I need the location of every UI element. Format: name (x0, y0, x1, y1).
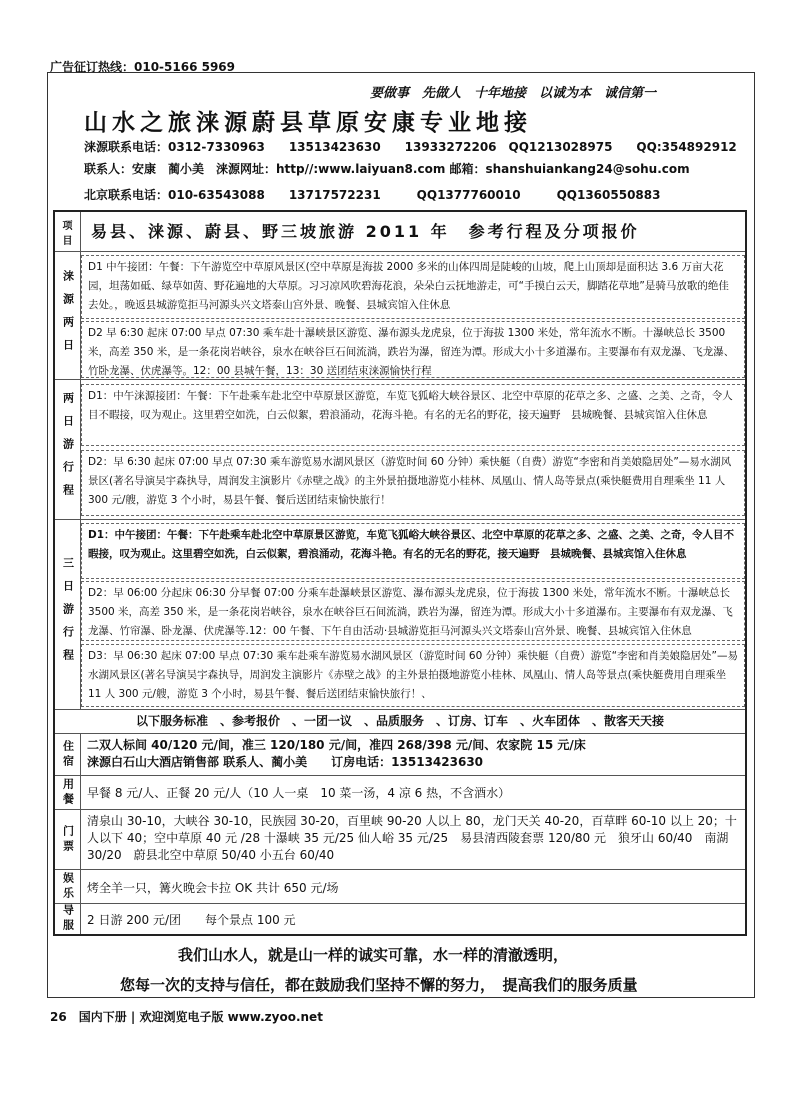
contact-laiyuan: 涞源联系电话：0312-7330963 13513423630 13933272206 QQ1213028975 QQ:354892912 (84, 140, 737, 154)
section-three-day-tour (55, 520, 745, 710)
row-meals (55, 776, 745, 810)
page-footer: 26 国内下册 | 欢迎浏览电子版 www.zyoo.net (50, 1010, 323, 1024)
slogan: 要做事 先做人 十年地接 以诚为本 诚信第一 (370, 86, 657, 101)
itinerary-table (53, 210, 747, 936)
list-item: D1 中午接团：午餐：下午游览空中草原风景区(空中草原是海拔 2000 多米的山体四周是陡峻的山坡，爬上山顶却是面积达 3.6 万亩大花园，坦荡如砥、绿草如茵、野花遍地的大草原。习习凉风吹碧海花浪，朵朵白云抚地游走，可“手摸白云天，脚踏花草地”是骑马放歌的绝佳去处。，晚返县城游览拒马河源头兴文塔泰山宫外景、晚餐、县城宾馆入住休息 (81, 255, 745, 319)
page-title: 山水之旅涞源蔚县草原安康专业地接 (84, 110, 532, 136)
row-tickets (55, 810, 745, 870)
service-line: 以下服务标准 、参考报价 、一团一议 、品质服务 、订房、订车 、火车团体 、散客天天接 (135, 714, 664, 728)
row-label: 用餐 (61, 777, 75, 808)
lodging-contact: 涞源白石山大酒店销售部 联系人、蔺小美 订房电话：13513423630 (87, 755, 484, 769)
guide-price: 2 日游 200 元/团 每个景点 100 元 (87, 913, 296, 927)
contact-beijing: 北京联系电话：010-63543088 13717572231 QQ1377760010 QQ1360550883 (84, 188, 661, 202)
list-item: D1：中午涞源接团：午餐：下午赴乘车赴北空中草原景区游览，车览飞狐峪大峡谷景区、北空中草原的花草之多、之盛、之美、之奇，令人目不暇接，叹为观止。这里碧空如洗，白云似絮，碧浪涌动，花海斗艳。有名的无名的野花，接天遍野 县城晚餐、县城宾馆入住休息 (81, 384, 745, 446)
section-label: 两日游行程 (61, 392, 75, 507)
row-lodging (55, 734, 745, 776)
lodging-price: 二双人标间 40/120 元/间，准三 120/180 元/间，准四 268/398 元/间、农家院 15 元/床 (87, 738, 586, 752)
row-label: 娱乐 (61, 871, 75, 902)
section-label: 三日游行程 (61, 557, 75, 672)
footer-line-2: 您每一次的支持与信任，都在鼓励我们坚持不懈的努力， 提高我们的服务质量 (120, 976, 638, 994)
ad-hotline: 广告征订热线：010-5166 5969 (50, 60, 236, 74)
table-title: 易县、涞源、蔚县、野三坡旅游 2011 年 参考行程及分项报价 (91, 222, 640, 241)
entertainment-price: 烤全羊一只，篝火晚会卡拉 OK 共计 650 元/场 (87, 881, 339, 895)
tickets-price: 清泉山 30-10，大峡谷 30-10，民族园 30-20，百里峡 90-20 人以上 80，龙门天关 40-20，百草畔 60-10 以上 20；十人以下 40；空中草原 40 元 /28 十瀑峡 35 元/25 仙人峪 35 元/25 易县清西陵套票 120/80 元 狼牙山 60/40 南湖 30/20 蔚县北空中草原 50/40 小五台 60/40 (87, 814, 737, 862)
contact-person: 联系人：安康 蔺小美 涞源网址：http//:www.laiyuan8.com 邮箱：shanshuiankang24@sohu.com (84, 162, 690, 176)
list-item: D3：早 06:30 起床 07:00 早点 07:30 乘车赴乘车游览易水湖风景区（游览时间 60 分钟）乘快艇（自费）游览“李密和肖美娘隐居处”—易水湖风景区(著名导演吴宇森执导，周润发主演影片《赤壁之战》的主外景拍摄地游览小桂林、凤凰山、情人岛等景点(乘快艇费用自理乘坐 11 人 300 元/艘，游览 3 个小时，易县午餐、餐后送团结束愉快旅行！、 (81, 644, 745, 707)
row-label: 门票 (61, 824, 75, 855)
section-label: 涞源两日 (61, 269, 75, 362)
section-two-day-tour (55, 380, 745, 520)
row-label: 住宿 (61, 739, 75, 770)
header-label-cell (55, 212, 81, 251)
list-item: D2：早 6:30 起床 07:00 早点 07:30 乘车游览易水湖风景区（游览时间 60 分钟）乘快艇（自费）游览“李密和肖美娘隐居处”—易水湖风景区(著名导演吴宇森执导，周润发主演影片《赤壁之战》的主外景拍摄地游览小桂林、凤凰山、情人岛等景点(乘快艇费用自理乘坐 11 人 300 元/艘，游览 3 个小时，易县午餐、餐后送团结束愉快旅行！ (81, 450, 745, 516)
meals-price: 早餐 8 元/人、正餐 20 元/人（10 人一桌 10 菜一汤，4 凉 6 热，不含酒水） (87, 786, 511, 800)
list-item: D2 早 6:30 起床 07:00 早点 07:30 乘车赴十瀑峡景区游览、瀑布源头龙虎泉，位于海拔 1300 米处，常年流水不断。十瀑峡总长 3500 米，高差 350 米，是一条花岗岩峡谷，泉水在峡谷巨石间流淌，跌岩为瀑，留连为潭。形成大小十多道瀑布。主要瀑布有双龙瀑、飞龙瀑、竹卧龙瀑、伏虎瀑等。12：00 县城午餐，13：30 送团结束涞源愉快行程 (81, 321, 745, 378)
row-label: 导服 (61, 904, 75, 934)
service-line-row (55, 710, 745, 734)
list-item: D1：中午接团：午餐：下午赴乘车赴北空中草原景区游览，车览飞狐峪大峡谷景区、北空中草原的花草之多、之盛、之美、之奇，令人目不暇接，叹为观止。这里碧空如洗，白云似絮，碧浪涌动，花海斗艳。有名的无名的野花，接天遍野 县城晚餐、县城宾馆入住休息 (81, 523, 745, 579)
footer-line-1: 我们山水人，就是山一样的诚实可靠，水一样的清澈透明， (178, 946, 569, 964)
list-item: D2：早 06:00 分起床 06:30 分早餐 07:00 分乘车赴瀑峡景区游览、瀑布源头龙虎泉，位于海拔 1300 米处，常年流水不断。十瀑峡总长 3500 米，高差 350 米，是一条花岗岩峡谷，泉水在峡谷巨石间流淌，跌岩为瀑，留连为潭。形成大小十多道瀑布。主要瀑布有双龙瀑、飞龙瀑、竹帘瀑、卧龙瀑、伏虎瀑等.12：00 午餐、下午自由活动·县城游览拒马河源头兴文塔泰山宫外景、晚餐、县城宾馆入住休息 (81, 581, 745, 641)
header-label: 项目 (62, 220, 73, 247)
table-header-row (55, 212, 745, 252)
section-laiyuan-two-day (55, 252, 745, 380)
row-entertainment (55, 870, 745, 904)
row-guide (55, 904, 745, 934)
